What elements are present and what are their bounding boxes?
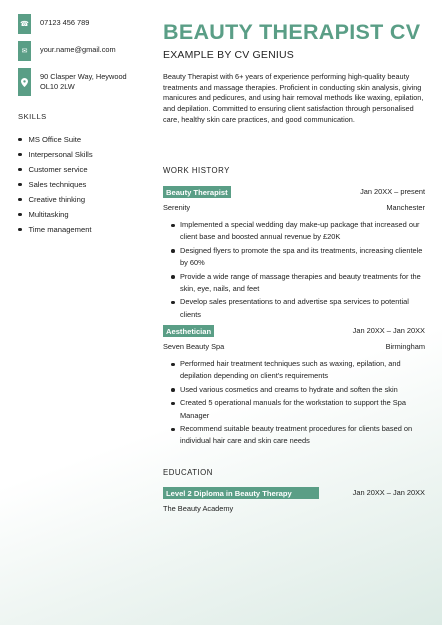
job-bullet: Provide a wide range of massage therapies and beauty treatments for the skin, eye, nails, and feet [171, 271, 425, 296]
job-header [163, 325, 425, 338]
education-subheader [163, 502, 425, 516]
job-date: Jan 20XX – present [360, 187, 425, 196]
job-bullet: Develop sales presentations to and advertise spa services to potential clients [171, 296, 425, 321]
contact-email [18, 41, 127, 61]
job-header [163, 186, 425, 199]
skills-list [18, 132, 93, 237]
skill-item: Customer service [18, 162, 93, 177]
job-entry [163, 325, 425, 449]
job-company: Seven Beauty Spa [163, 342, 225, 351]
job-subheader [163, 201, 425, 215]
email-text: your.name@gmail.com [40, 45, 116, 54]
phone-icon: ☎ [18, 14, 31, 34]
location-pin-glyph [21, 78, 28, 87]
job-entry [163, 186, 425, 322]
education-heading: EDUCATION [163, 468, 213, 477]
skills-heading: SKILLS [18, 112, 47, 121]
profile-summary: Beauty Therapist with 6+ years of experience performing high-quality beauty treatments and massage therapies. Proficient in conducting skin analysis, giving manicures and pedicures, and using hair removal methods like waxing, epilation, and depilation. Committed to ensuring client satisfaction through personalised care, healthy skin care practices, and good communication. [163, 72, 424, 124]
job-location: Birmingham [385, 342, 425, 351]
contact-phone [18, 14, 127, 34]
job-bullet: Used various cosmetics and creams to hydrate and soften the skin [171, 384, 425, 396]
work-history-heading: WORK HISTORY [163, 166, 230, 175]
cv-title: BEAUTY THERAPIST CV [163, 20, 421, 44]
job-bullet: Recommend suitable beauty treatment procedures for clients based on individual hair care and skin care needs [171, 423, 425, 448]
address-line-2: OL10 2LW [40, 82, 75, 91]
job-company: Serenity [163, 203, 191, 212]
skill-item: Interpersonal Skills [18, 147, 93, 162]
skill-item: Creative thinking [18, 192, 93, 207]
job-bullets [163, 219, 425, 321]
job-location: Manchester [386, 203, 425, 212]
education-header [163, 487, 425, 500]
job-title: Beauty Therapist [163, 186, 231, 198]
cv-subtitle: EXAMPLE BY CV GENIUS [163, 49, 295, 61]
mail-icon: ✉ [18, 41, 31, 61]
job-bullet: Implemented a special wedding day make-up package that increased our client base and boosted annual revenue by £20K [171, 219, 425, 244]
job-subheader [163, 340, 425, 354]
skill-item: Sales techniques [18, 177, 93, 192]
skill-item: Multitasking [18, 207, 93, 222]
address-line-1: 90 Clasper Way, Heywood [40, 72, 127, 81]
job-bullet: Created 5 operational manuals for the workstation to support the Spa Manager [171, 397, 425, 422]
job-bullets [163, 358, 425, 448]
job-title: Aesthetician [163, 325, 214, 337]
job-date: Jan 20XX – Jan 20XX [352, 326, 425, 335]
education-school: The Beauty Academy [163, 504, 234, 513]
contact-block [18, 14, 127, 103]
job-bullet: Performed hair treatment techniques such as waxing, epilation, and depilation depending on client's requirements [171, 358, 425, 383]
contact-address [18, 68, 127, 96]
address-text [40, 72, 127, 92]
skill-item: MS Office Suite [18, 132, 93, 147]
location-pin-icon [18, 68, 31, 96]
education-entry [163, 487, 425, 516]
skill-item: Time management [18, 222, 93, 237]
education-date: Jan 20XX – Jan 20XX [352, 488, 425, 497]
phone-text: 07123 456 789 [40, 18, 90, 27]
education-degree: Level 2 Diploma in Beauty Therapy [163, 487, 319, 499]
job-bullet: Designed flyers to promote the spa and its treatments, increasing clientele by 60% [171, 245, 425, 270]
